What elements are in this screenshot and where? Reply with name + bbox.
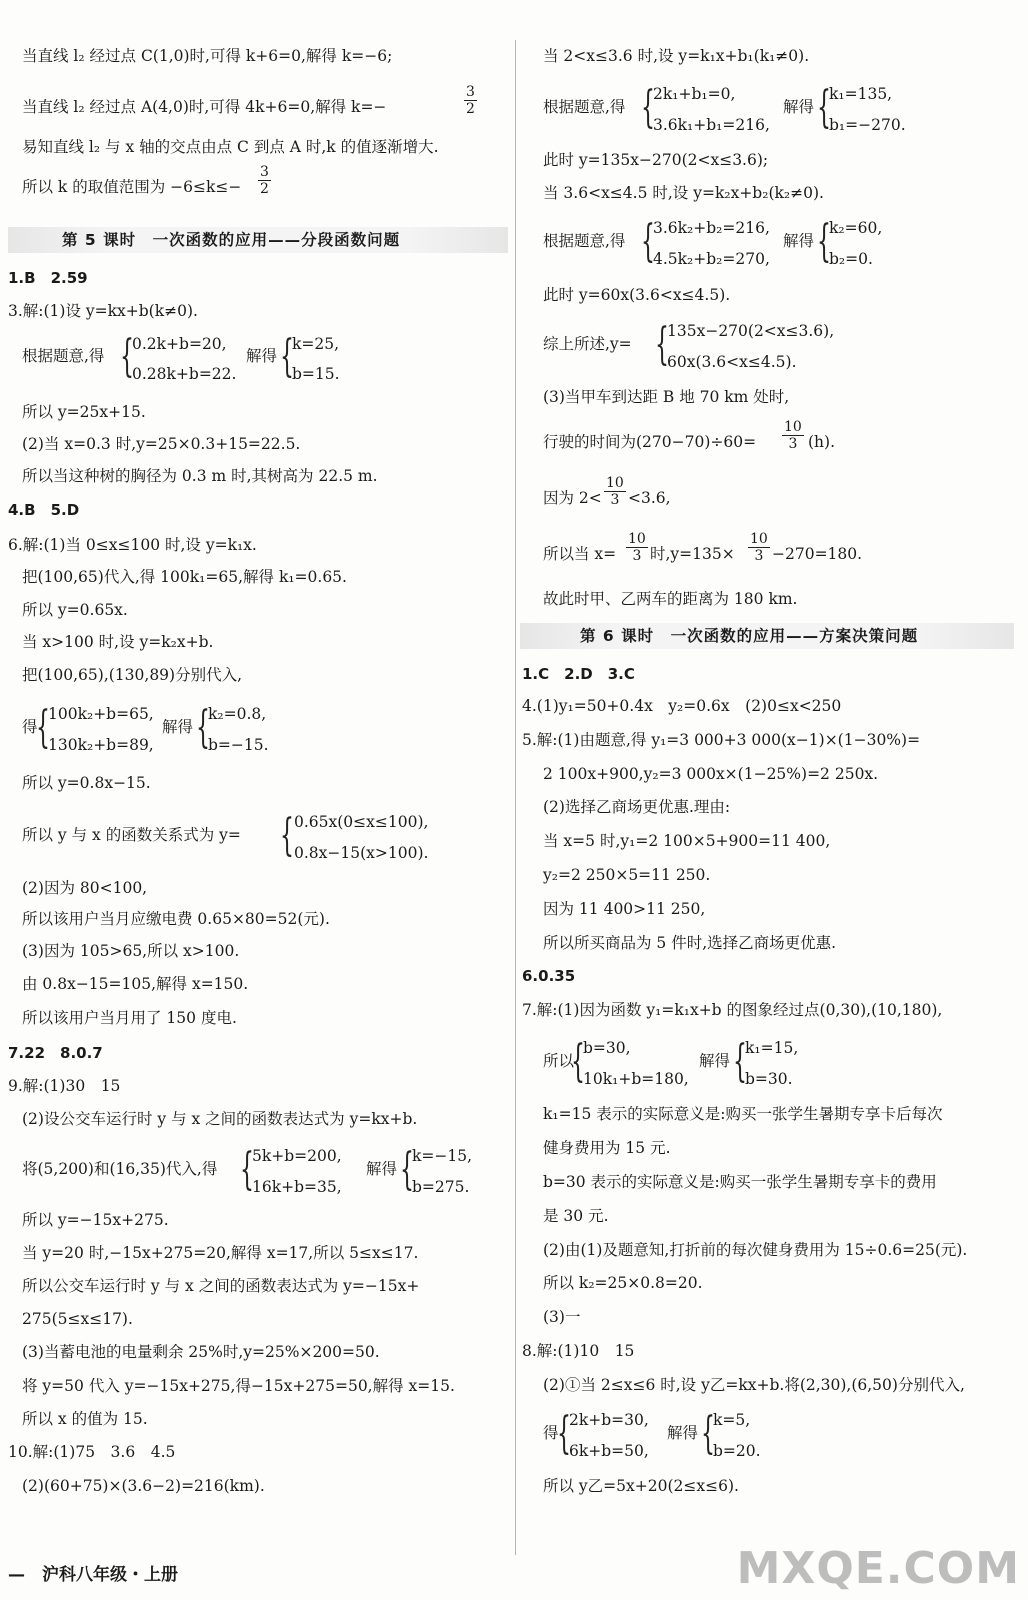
text-line: 当 y=20 时,−15x+275=20,解得 x=17,所以 5≤x≤17. <box>22 1244 419 1262</box>
fraction: $\frac{10}{3}$ <box>628 531 646 564</box>
answer-line: 7.22 8.0.7 <box>8 1044 103 1062</box>
text-line: 所以 k 的取值范围为 −6≤k≤− <box>22 178 242 196</box>
text-line: 275(5≤x≤17). <box>22 1310 133 1328</box>
answer-line: 6.解:(1)当 0≤x≤100 时,设 y=k₁x. <box>8 536 257 554</box>
answer-line: 9.解:(1)30 15 <box>8 1077 121 1095</box>
text-line: (2)①当 2≤x≤6 时,设 y乙=kx+b.将(2,30),(6,50)分别代入, <box>543 1376 965 1394</box>
text-line: 所以 y=25x+15. <box>22 403 146 421</box>
text-line: (2)因为 80<100, <box>22 879 148 897</box>
text-line: 当 2<x≤3.6 时,设 y=k₁x+b₁(k₁≠0). <box>543 47 810 65</box>
text-line: 当直线 l₂ 经过点 A(4,0)时,可得 4k+6=0,解得 k=− <box>22 98 387 116</box>
text-line: y₂=2 250×5=11 250. <box>543 866 711 884</box>
text-line: 所以 y=0.65x. <box>22 601 128 619</box>
answer-line: 4.(1)y₁=50+0.4x y₂=0.6x (2)0≤x<250 <box>522 697 842 715</box>
text-line: 所以该用户当月应缴电费 0.65×80=52(元). <box>22 910 330 928</box>
fraction: $\frac{10}{3}$ <box>784 419 802 452</box>
text-line: 此时 y=60x(3.6<x≤4.5). <box>543 286 731 304</box>
text-line: 所以 k₂=25×0.8=20. <box>543 1274 703 1292</box>
text-line: 把(100,65),(130,89)分别代入, <box>22 666 243 684</box>
text-line: 因为 11 400>11 250, <box>543 900 706 918</box>
text-line: 由 0.8x−15=105,解得 x=150. <box>22 975 249 993</box>
text-line: 是 30 元. <box>543 1207 609 1225</box>
text-line: 健身费用为 15 元. <box>543 1139 671 1157</box>
text-line: (3)一 <box>543 1308 581 1326</box>
text-line: 此时 y=135x−270(2<x≤3.6); <box>543 151 769 169</box>
text-line: (3)当甲车到达距 B 地 70 km 处时, <box>543 388 790 406</box>
fraction: $\frac{10}{3}$ <box>750 531 768 564</box>
text-line: <3.6, <box>628 489 671 507</box>
text-line: 2 100x+900,y₂=3 000x×(1−25%)=2 250x. <box>543 765 879 783</box>
text-line: 所以 y=−15x+275. <box>22 1211 169 1229</box>
answer-line: 8.解:(1)10 15 <box>522 1342 635 1360</box>
fraction: $\frac{10}{3}$ <box>606 475 624 508</box>
section-title: 第 5 课时 一次函数的应用——分段函数问题 <box>62 231 401 249</box>
text-line: (2)(60+75)×(3.6−2)=216(km). <box>22 1477 265 1495</box>
fraction: $\frac{3}{2}$ <box>466 84 475 117</box>
text-line: (2)选择乙商场更优惠.理由: <box>543 798 731 816</box>
column-divider <box>515 40 516 1555</box>
answer-line: 4.B 5.D <box>8 501 80 519</box>
answer-line: 3.解:(1)设 y=kx+b(k≠0). <box>8 302 198 320</box>
text-line: k₁=15 表示的实际意义是:购买一张学生暑期专享卡后每次 <box>543 1105 943 1123</box>
text-line: (2)当 x=0.3 时,y=25×0.3+15=22.5. <box>22 435 301 453</box>
text-line: 当 x>100 时,设 y=k₂x+b. <box>22 633 214 651</box>
text-line: (2)由(1)及题意知,打折前的每次健身费用为 15÷0.6=25(元). <box>543 1241 968 1259</box>
text-line: 所以公交车运行时 y 与 x 之间的函数表达式为 y=−15x+ <box>22 1277 420 1295</box>
text-line: 当 x=5 时,y₁=2 100×5+900=11 400, <box>543 832 831 850</box>
text-line: 故此时甲、乙两车的距离为 180 km. <box>543 590 798 608</box>
text-line: 所以当这种树的胸径为 0.3 m 时,其树高为 22.5 m. <box>22 467 378 485</box>
text-line: 易知直线 l₂ 与 x 轴的交点由点 C 到点 A 时,k 的值逐渐增大. <box>22 138 439 156</box>
fraction: $\frac{3}{2}$ <box>260 164 269 197</box>
text-line: −270=180. <box>772 545 863 563</box>
text-line: 当 3.6<x≤4.5 时,设 y=k₂x+b₂(k₂≠0). <box>543 184 824 202</box>
section-title: 第 6 课时 一次函数的应用——方案决策问题 <box>580 627 919 645</box>
text-line: 因为 2< <box>543 489 602 507</box>
text-line: b=30 表示的实际意义是:购买一张学生暑期专享卡的费用 <box>543 1173 937 1191</box>
answer-line: 7.解:(1)因为函数 y₁=k₁x+b 的图象经过点(0,30),(10,180), <box>522 1001 943 1019</box>
text-line: 把(100,65)代入,得 100k₁=65,解得 k₁=0.65. <box>22 568 347 586</box>
text-line: 时,y=135× <box>650 545 735 563</box>
answer-line: 1.C 2.D 3.C <box>522 665 635 683</box>
text-line: 当直线 l₂ 经过点 C(1,0)时,可得 k+6=0,解得 k=−6; <box>22 47 393 65</box>
text-line: 所以 y=0.8x−15. <box>22 774 151 792</box>
text-line: 所以所买商品为 5 件时,选择乙商场更优惠. <box>543 934 837 952</box>
text-line: (h). <box>808 433 836 451</box>
answer-line: 5.解:(1)由题意,得 y₁=3 000+3 000(x−1)×(1−30%)= <box>522 731 921 749</box>
answer-line: 6.0.35 <box>522 967 576 985</box>
page-footer: — 沪科八年级・上册 <box>8 1565 178 1585</box>
text-line: (3)当蓄电池的电量剩余 25%时,y=25%×200=50. <box>22 1343 380 1361</box>
text-line: 将 y=50 代入 y=−15x+275,得−15x+275=50,解得 x=15. <box>22 1377 455 1395</box>
text-line: 行驶的时间为(270−70)÷60= <box>543 433 757 451</box>
text-line: (3)因为 105>65,所以 x>100. <box>22 942 240 960</box>
text-line: 所以当 x= <box>543 545 617 563</box>
answer-line: 1.B 2.59 <box>8 269 88 287</box>
answer-line: 10.解:(1)75 3.6 4.5 <box>8 1443 176 1461</box>
text-line: 所以 x 的值为 15. <box>22 1410 148 1428</box>
text-line: (2)设公交车运行时 y 与 x 之间的函数表达式为 y=kx+b. <box>22 1110 418 1128</box>
watermark: MXQE.COM <box>736 1543 1020 1594</box>
text-line: 所以该用户当月用了 150 度电. <box>22 1009 237 1027</box>
text-line: 所以 y乙=5x+20(2≤x≤6). <box>543 1477 739 1495</box>
